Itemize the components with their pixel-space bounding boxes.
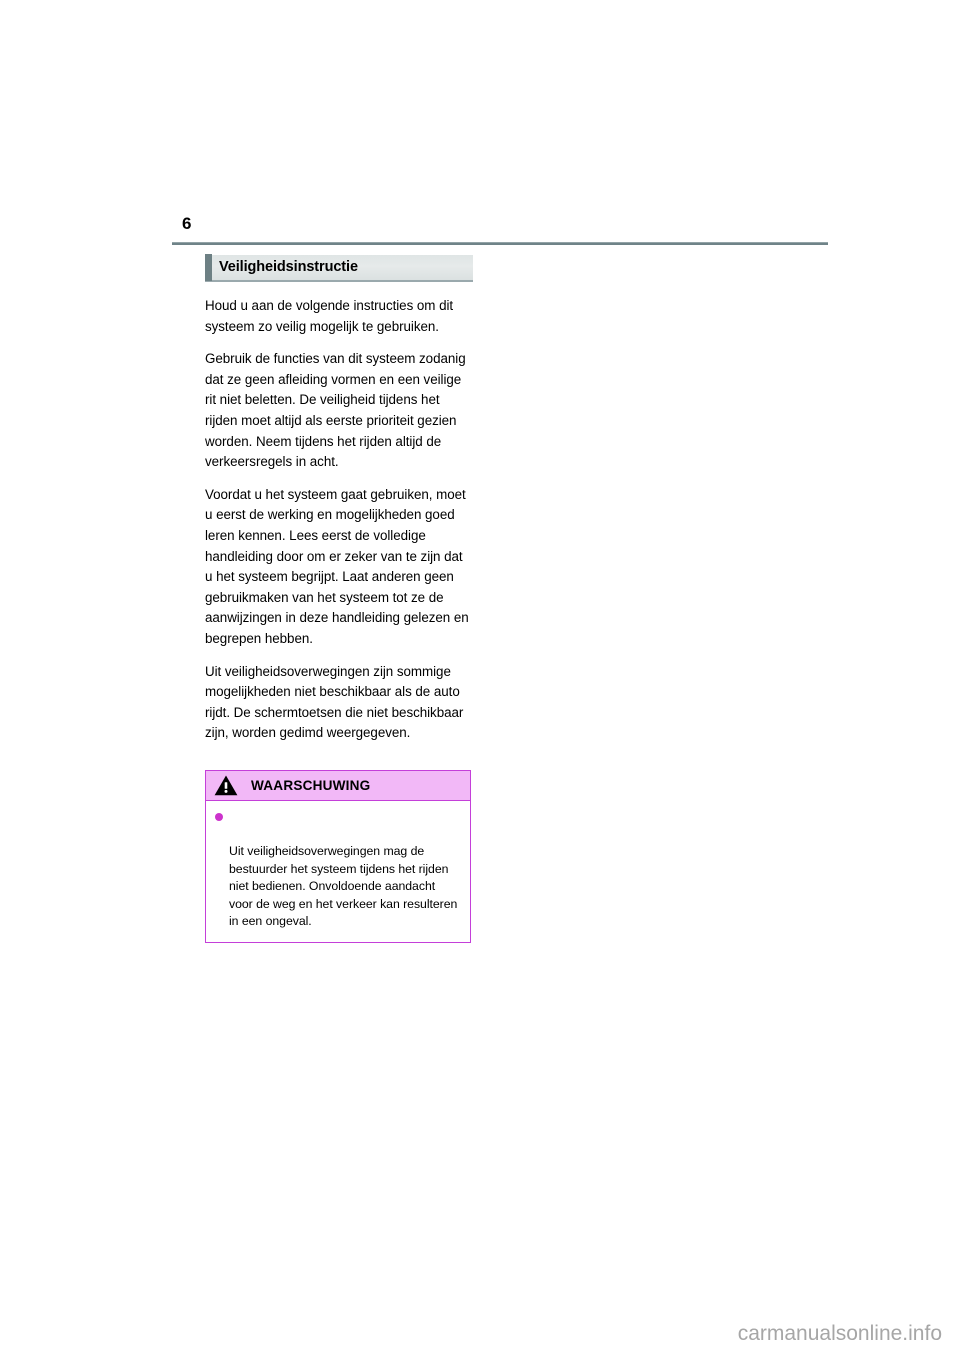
watermark: carmanualsonline.info [737, 1322, 942, 1345]
content-column [205, 255, 473, 943]
paragraph: Uit veiligheidsoverwegingen zijn sommige mogelijkheden niet beschikbaar als de auto rijdt. De schermtoetsen die niet beschikbaar zijn, worden gedimd weergegeven. [205, 663, 464, 741]
bullet-icon [215, 813, 223, 821]
warning-label: WAARSCHUWING [251, 777, 371, 793]
section-heading-bar [205, 255, 473, 282]
warning-header [206, 771, 470, 801]
paragraph: Houd u aan de volgende instructies om dit systeem zo veilig mogelijk te gebruiken. [205, 298, 454, 334]
header-rule [172, 242, 828, 245]
paragraph: Gebruik de functies van dit systeem zodanig dat ze geen afleiding vormen en een veilige rit niet beletten. De veiligheid tijdens het rijden moet altijd als eerste prioriteit gezien worden. Neem tijdens het rijden altijd de verkeersregels in acht. [205, 351, 466, 470]
warning-body [206, 801, 470, 942]
warning-list-item [214, 808, 462, 931]
page-number: 6 [182, 214, 192, 233]
section-accent-bar [205, 254, 212, 281]
section-heading-title: Veiligheidsinstructie [219, 259, 358, 275]
warning-item-text: Uit veiligheidsoverwegingen mag de bestuurder het systeem tijdens het rijden niet bedienen. Onvoldoende aandacht voor de weg en het verkeer kan resulteren in een ongeval. [229, 844, 458, 929]
warning-box [205, 770, 471, 943]
paragraph: Voordat u het systeem gaat gebruiken, moet u eerst de werking en mogelijkheden goed leren kennen. Lees eerst de volledige handleiding door om er zeker van te zijn dat u het systeem begrijpt. Laat anderen geen gebruikmaken van het systeem tot ze de aanwijzingen in deze handleiding gelezen en begrepen hebben. [205, 486, 469, 646]
warning-triangle-icon [214, 775, 238, 796]
body-text [205, 296, 473, 744]
